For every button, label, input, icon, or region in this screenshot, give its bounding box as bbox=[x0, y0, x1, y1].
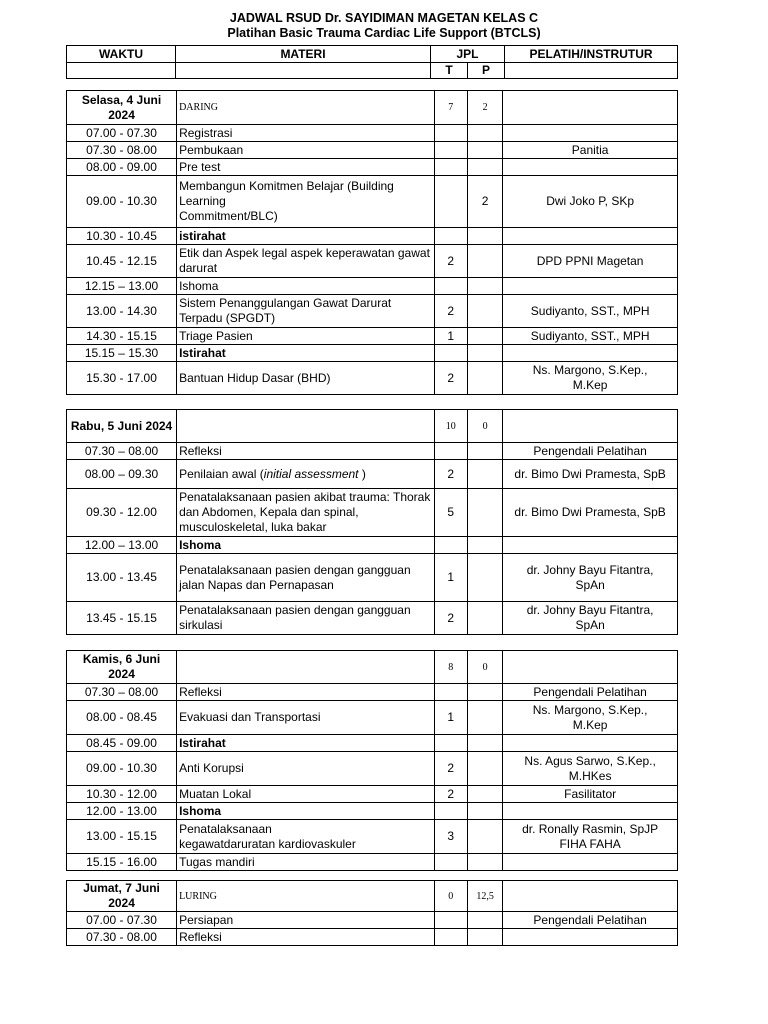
row-pelatih bbox=[503, 278, 678, 295]
schedule-row bbox=[67, 159, 678, 176]
row-materi: Persiapan bbox=[177, 912, 435, 929]
row-jpl-t bbox=[434, 278, 467, 295]
row-materi: istirahat bbox=[177, 228, 435, 245]
row-waktu: 15.15 - 16.00 bbox=[67, 854, 177, 871]
row-jpl-p bbox=[467, 803, 502, 820]
row-materi-after: ) bbox=[358, 466, 366, 481]
row-pelatih bbox=[503, 159, 678, 176]
schedule-row bbox=[67, 735, 678, 752]
schedule-row bbox=[67, 176, 678, 228]
schedule-row bbox=[67, 929, 678, 946]
row-jpl-p bbox=[467, 142, 502, 159]
row-pelatih: DPD PPNI Magetan bbox=[503, 245, 678, 278]
day-table bbox=[66, 409, 678, 635]
schedule-row bbox=[67, 820, 678, 854]
row-jpl-p bbox=[467, 537, 502, 554]
row-waktu: 13.00 - 13.45 bbox=[67, 554, 177, 602]
header-materi: MATERI bbox=[176, 46, 431, 63]
row-materi: Ishoma bbox=[177, 278, 435, 295]
row-waktu: 07.00 - 07.30 bbox=[67, 912, 177, 929]
row-materi: Refleksi bbox=[177, 443, 435, 460]
row-waktu: 13.00 - 15.15 bbox=[67, 820, 177, 854]
row-materi: Tugas mandiri bbox=[177, 854, 435, 871]
row-materi: Registrasi bbox=[177, 125, 435, 142]
header-p: P bbox=[468, 63, 505, 79]
day-jpl-p: 0 bbox=[467, 410, 502, 443]
row-jpl-t bbox=[434, 125, 467, 142]
row-jpl-p bbox=[467, 701, 502, 735]
row-jpl-t: 2 bbox=[434, 362, 467, 395]
schedule-row bbox=[67, 460, 678, 489]
row-jpl-p bbox=[467, 245, 502, 278]
row-jpl-p bbox=[467, 345, 502, 362]
row-jpl-t bbox=[434, 443, 467, 460]
row-pelatih-line: M.Kep bbox=[572, 717, 608, 732]
schedule-row bbox=[67, 278, 678, 295]
row-pelatih: Dwi Joko P, SKp bbox=[503, 176, 678, 228]
row-materi-text: Penilaian awal ( bbox=[179, 466, 264, 481]
header-t: T bbox=[431, 63, 468, 79]
row-pelatih: Sudiyanto, SST., MPH bbox=[503, 295, 678, 328]
row-jpl-p bbox=[467, 735, 502, 752]
row-jpl-p bbox=[467, 362, 502, 395]
row-jpl-p bbox=[467, 278, 502, 295]
day-header-row bbox=[67, 881, 678, 912]
row-materi: Triage Pasien bbox=[177, 328, 435, 345]
row-materi: Anti Korupsi bbox=[177, 752, 435, 786]
row-materi: Pre test bbox=[177, 159, 435, 176]
row-jpl-p bbox=[467, 929, 502, 946]
schedule-row bbox=[67, 345, 678, 362]
row-pelatih: Fasilitator bbox=[503, 786, 678, 803]
row-waktu: 09.00 - 10.30 bbox=[67, 752, 177, 786]
header-waktu: WAKTU bbox=[67, 46, 176, 63]
row-waktu: 07.00 - 07.30 bbox=[67, 125, 177, 142]
row-jpl-t: 2 bbox=[434, 245, 467, 278]
row-waktu: 12.00 – 13.00 bbox=[67, 537, 177, 554]
row-pelatih-line: Ns. Margono, S.Kep., bbox=[532, 363, 648, 377]
header-pelatih: PELATIH/INSTRUTUR bbox=[505, 46, 678, 63]
row-pelatih-line: dr. Johny Bayu Fitantra, bbox=[526, 562, 654, 577]
row-jpl-p bbox=[467, 854, 502, 871]
row-jpl-p bbox=[467, 228, 502, 245]
row-materi: Bantuan Hidup Dasar (BHD) bbox=[177, 362, 435, 395]
day-table bbox=[66, 650, 678, 871]
day-mode: DARING bbox=[177, 91, 435, 125]
row-waktu: 08.00 - 08.45 bbox=[67, 701, 177, 735]
schedule-row bbox=[67, 752, 678, 786]
row-jpl-t bbox=[434, 684, 467, 701]
row-jpl-p bbox=[467, 554, 502, 602]
row-waktu: 15.15 – 15.30 bbox=[67, 345, 177, 362]
row-jpl-p bbox=[467, 460, 502, 489]
row-materi: Penatalaksanaan pasien dengan gangguan sirkulasi bbox=[177, 602, 435, 635]
day-table bbox=[66, 880, 678, 946]
schedule-row bbox=[67, 443, 678, 460]
schedule-row bbox=[67, 554, 678, 602]
row-waktu: 07.30 - 08.00 bbox=[67, 142, 177, 159]
row-waktu: 15.30 - 17.00 bbox=[67, 362, 177, 395]
day-date: Rabu, 5 Juni 2024 bbox=[67, 410, 177, 443]
row-waktu: 12.00 - 13.00 bbox=[67, 803, 177, 820]
day-jpl-t: 10 bbox=[434, 410, 467, 443]
row-jpl-t: 5 bbox=[434, 489, 467, 537]
day-pelatih bbox=[503, 410, 678, 443]
row-jpl-t bbox=[434, 912, 467, 929]
row-pelatih bbox=[503, 602, 678, 635]
schedule-row bbox=[67, 295, 678, 328]
row-jpl-p bbox=[467, 489, 502, 537]
row-waktu: 07.30 – 08.00 bbox=[67, 684, 177, 701]
day-header-row bbox=[67, 91, 678, 125]
row-pelatih bbox=[503, 803, 678, 820]
day-mode bbox=[177, 410, 435, 443]
row-pelatih bbox=[503, 701, 678, 735]
day-jpl-t: 0 bbox=[434, 881, 467, 912]
schedule-row bbox=[67, 684, 678, 701]
row-jpl-t: 1 bbox=[434, 554, 467, 602]
row-materi: Istirahat bbox=[177, 735, 435, 752]
schedule-row bbox=[67, 362, 678, 395]
row-jpl-p bbox=[467, 125, 502, 142]
row-materi-line: Learning bbox=[179, 194, 226, 208]
row-pelatih bbox=[503, 362, 678, 395]
row-waktu: 09.30 - 12.00 bbox=[67, 489, 177, 537]
row-waktu: 08.00 – 09.30 bbox=[67, 460, 177, 489]
row-jpl-p bbox=[467, 684, 502, 701]
day-header-row bbox=[67, 410, 678, 443]
row-pelatih bbox=[503, 125, 678, 142]
row-waktu: 08.45 - 09.00 bbox=[67, 735, 177, 752]
row-materi: Penatalaksanaan pasien dengan gangguan jalan Napas dan Pernapasan bbox=[177, 554, 435, 602]
row-pelatih bbox=[503, 820, 678, 854]
row-pelatih: dr. Bimo Dwi Pramesta, SpB bbox=[503, 460, 678, 489]
row-jpl-t bbox=[434, 803, 467, 820]
row-waktu: 07.30 - 08.00 bbox=[67, 929, 177, 946]
row-waktu: 10.30 - 12.00 bbox=[67, 786, 177, 803]
row-pelatih bbox=[503, 345, 678, 362]
row-materi: Ishoma bbox=[177, 803, 435, 820]
row-waktu: 08.00 - 09.00 bbox=[67, 159, 177, 176]
day-mode bbox=[177, 651, 435, 684]
row-pelatih-line: Ns. Margono, S.Kep., bbox=[532, 702, 648, 717]
schedule-row bbox=[67, 228, 678, 245]
row-jpl-p bbox=[467, 295, 502, 328]
row-pelatih: Panitia bbox=[503, 142, 678, 159]
row-pelatih-line: FIHA FAHA bbox=[559, 836, 621, 851]
row-pelatih-line: dr. Johny Bayu Fitantra, bbox=[526, 603, 654, 617]
day-pelatih bbox=[503, 91, 678, 125]
row-materi: Pembukaan bbox=[177, 142, 435, 159]
row-pelatih: Sudiyanto, SST., MPH bbox=[503, 328, 678, 345]
day-header-row bbox=[67, 651, 678, 684]
day-jpl-t: 8 bbox=[434, 651, 467, 684]
day-jpl-p: 12,5 bbox=[467, 881, 502, 912]
row-jpl-t bbox=[434, 854, 467, 871]
row-jpl-p bbox=[467, 328, 502, 345]
row-materi-line: Commitment/BLC) bbox=[179, 209, 278, 223]
row-jpl-t: 1 bbox=[434, 328, 467, 345]
row-jpl-t bbox=[434, 228, 467, 245]
row-jpl-t: 2 bbox=[434, 752, 467, 786]
row-waktu: 09.00 - 10.30 bbox=[67, 176, 177, 228]
row-jpl-t: 2 bbox=[434, 786, 467, 803]
row-materi-line: kegawatdaruratan kardiovaskuler bbox=[179, 836, 356, 851]
schedule-row bbox=[67, 786, 678, 803]
row-materi-line: Membangun Komitmen Belajar (Building bbox=[179, 179, 394, 193]
row-pelatih-line: dr. Ronally Rasmin, SpJP bbox=[522, 821, 659, 836]
schedule-row bbox=[67, 602, 678, 635]
row-materi: Sistem Penanggulangan Gawat Darurat Terpadu (SPGDT) bbox=[177, 295, 435, 328]
row-waktu: 14.30 - 15.15 bbox=[67, 328, 177, 345]
row-materi bbox=[177, 460, 435, 489]
row-jpl-t: 3 bbox=[434, 820, 467, 854]
row-pelatih bbox=[503, 752, 678, 786]
row-jpl-t bbox=[434, 735, 467, 752]
document-title: JADWAL RSUD Dr. SAYIDIMAN MAGETAN KELAS C bbox=[229, 11, 539, 25]
row-jpl-t: 2 bbox=[434, 460, 467, 489]
row-pelatih bbox=[503, 537, 678, 554]
row-waktu: 12.15 – 13.00 bbox=[67, 278, 177, 295]
row-jpl-t bbox=[434, 345, 467, 362]
day-jpl-t: 7 bbox=[434, 91, 467, 125]
day-pelatih bbox=[503, 651, 678, 684]
row-pelatih-line: Ns. Agus Sarwo, S.Kep., bbox=[524, 753, 656, 768]
row-materi: Ishoma bbox=[177, 537, 435, 554]
row-pelatih-line: M.HKes bbox=[568, 768, 612, 783]
row-materi bbox=[177, 176, 435, 228]
row-pelatih-line: SpAn bbox=[575, 618, 605, 632]
row-pelatih: Pengendali Pelatihan bbox=[503, 912, 678, 929]
row-pelatih bbox=[503, 854, 678, 871]
row-jpl-t bbox=[434, 176, 467, 228]
schedule-row bbox=[67, 854, 678, 871]
row-waktu: 13.00 - 14.30 bbox=[67, 295, 177, 328]
header-jpl: JPL bbox=[431, 46, 505, 63]
row-jpl-p bbox=[467, 602, 502, 635]
row-jpl-t bbox=[434, 929, 467, 946]
row-materi-italic: initial assessment bbox=[263, 466, 359, 481]
schedule-header-table bbox=[66, 45, 678, 79]
schedule-row bbox=[67, 125, 678, 142]
row-jpl-p bbox=[467, 443, 502, 460]
row-waktu: 13.45 - 15.15 bbox=[67, 602, 177, 635]
row-jpl-t: 2 bbox=[434, 295, 467, 328]
row-pelatih-line: M.Kep bbox=[572, 378, 608, 392]
row-pelatih bbox=[503, 735, 678, 752]
day-jpl-p: 0 bbox=[467, 651, 502, 684]
row-jpl-p bbox=[467, 912, 502, 929]
day-date: Selasa, 4 Juni 2024 bbox=[67, 91, 177, 125]
row-pelatih bbox=[503, 228, 678, 245]
day-date: Jumat, 7 Juni 2024 bbox=[67, 881, 177, 912]
row-jpl-t: 2 bbox=[434, 602, 467, 635]
row-pelatih-line: SpAn bbox=[575, 577, 605, 592]
row-pelatih bbox=[503, 929, 678, 946]
row-pelatih bbox=[503, 554, 678, 602]
document-subtitle: Platihan Basic Trauma Cardiac Life Support (BTCLS) bbox=[227, 26, 541, 40]
row-jpl-t: 1 bbox=[434, 701, 467, 735]
schedule-row bbox=[67, 803, 678, 820]
row-materi bbox=[177, 820, 435, 854]
row-materi: Refleksi bbox=[177, 929, 435, 946]
row-materi: Refleksi bbox=[177, 684, 435, 701]
day-jpl-p: 2 bbox=[467, 91, 502, 125]
day-pelatih bbox=[503, 881, 678, 912]
row-jpl-t bbox=[434, 537, 467, 554]
row-materi: Etik dan Aspek legal aspek keperawatan gawat darurat bbox=[177, 245, 435, 278]
row-materi: Muatan Lokal bbox=[177, 786, 435, 803]
row-jpl-t bbox=[434, 142, 467, 159]
schedule-row bbox=[67, 142, 678, 159]
row-materi: Penatalaksanaan pasien akibat trauma: Thorak dan Abdomen, Kepala dan spinal, musculoskeletal, luka bakar bbox=[177, 489, 435, 537]
row-materi: Istirahat bbox=[177, 345, 435, 362]
row-pelatih: dr. Bimo Dwi Pramesta, SpB bbox=[503, 489, 678, 537]
schedule-row bbox=[67, 489, 678, 537]
row-pelatih: Pengendali Pelatihan bbox=[503, 684, 678, 701]
schedule-row bbox=[67, 328, 678, 345]
schedule-row bbox=[67, 245, 678, 278]
row-waktu: 10.30 - 10.45 bbox=[67, 228, 177, 245]
row-waktu: 07.30 – 08.00 bbox=[67, 443, 177, 460]
day-table bbox=[66, 90, 678, 395]
row-materi: Evakuasi dan Transportasi bbox=[177, 701, 435, 735]
row-jpl-p: 2 bbox=[467, 176, 502, 228]
row-jpl-p bbox=[467, 159, 502, 176]
row-pelatih: Pengendali Pelatihan bbox=[503, 443, 678, 460]
day-mode: LURING bbox=[177, 881, 435, 912]
schedule-row bbox=[67, 701, 678, 735]
row-jpl-p bbox=[467, 752, 502, 786]
row-jpl-p bbox=[467, 786, 502, 803]
day-date: Kamis, 6 Juni 2024 bbox=[67, 651, 177, 684]
row-materi-line: Penatalaksanaan bbox=[179, 821, 272, 836]
schedule-row bbox=[67, 537, 678, 554]
row-jpl-p bbox=[467, 820, 502, 854]
schedule-row bbox=[67, 912, 678, 929]
row-waktu: 10.45 - 12.15 bbox=[67, 245, 177, 278]
row-jpl-t bbox=[434, 159, 467, 176]
